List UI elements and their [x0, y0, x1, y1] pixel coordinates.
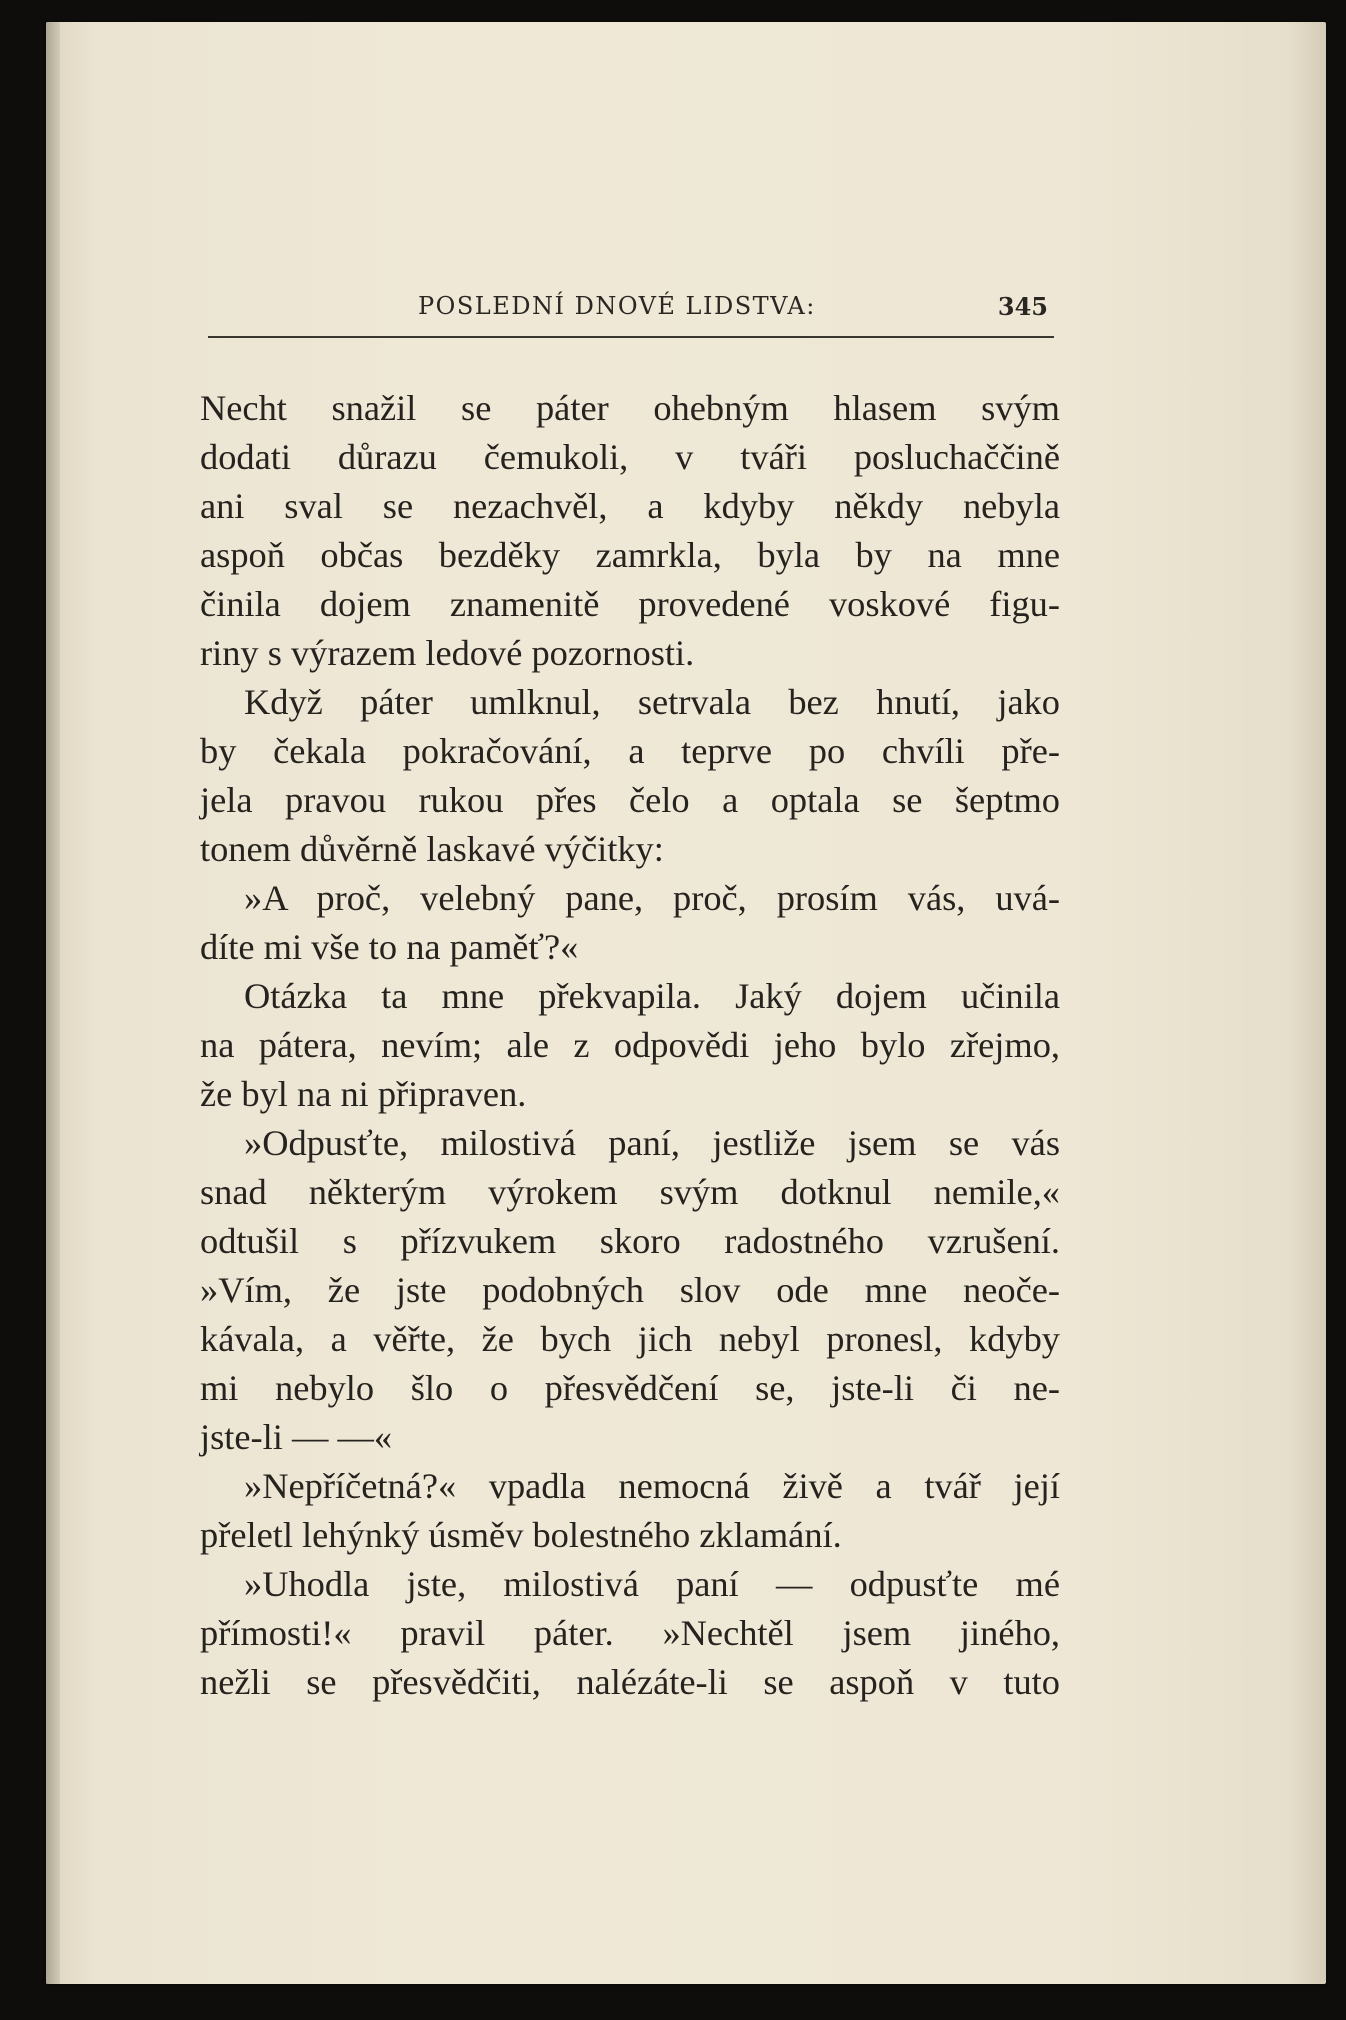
text-line: ani sval se nezachvěl, a kdyby někdy nebyla [200, 486, 1060, 526]
text-line: tonem důvěrně laskavé výčitky: [200, 829, 664, 869]
text-line: Otázka ta mne překvapila. Jaký dojem učinila [244, 976, 1060, 1016]
page-gutter-shadow [46, 22, 60, 1984]
text-line: přeletl lehýnký úsměv bolestného zklamání. [200, 1515, 842, 1555]
text-line: činila dojem znamenitě provedené voskové figu- [200, 584, 1060, 624]
text-line: jste-li — —« [200, 1417, 393, 1457]
text-line: že byl na ni připraven. [200, 1074, 527, 1114]
text-line: »A proč, velebný pane, proč, prosím vás, uvá- [244, 878, 1060, 918]
text-line: riny s výrazem ledové pozornosti. [200, 633, 695, 673]
page-header [208, 292, 1054, 338]
text-line: Když páter umlknul, setrvala bez hnutí, jako [244, 682, 1060, 722]
text-line: na pátera, nevím; ale z odpovědi jeho bylo zřejmo, [200, 1025, 1060, 1065]
text-line: jela pravou rukou přes čelo a optala se šeptmo [200, 780, 1060, 820]
text-line: dodati důrazu čemukoli, v tváři posluchaččině [200, 437, 1060, 477]
running-title: POSLEDNÍ DNOVÉ LIDSTVA: [418, 292, 816, 320]
text-line: odtušil s přízvukem skoro radostného vzrušení. [200, 1221, 1060, 1261]
body-text [200, 384, 1060, 1707]
text-line: přímosti!« pravil páter. »Nechtěl jsem jiného, [200, 1613, 1060, 1653]
text-line: by čekala pokračování, a teprve po chvíli pře- [200, 731, 1060, 771]
text-line: nežli se přesvědčiti, nalézáte-li se aspoň v tuto [200, 1662, 1060, 1702]
text-line: Necht snažil se páter ohebným hlasem svým [200, 388, 1060, 428]
page-number: 345 [997, 292, 1048, 321]
text-line: »Vím, že jste podobných slov ode mne neoče- [200, 1270, 1060, 1310]
text-line: aspoň občas bezděky zamrkla, byla by na mne [200, 535, 1060, 575]
text-line: mi nebylo šlo o přesvědčení se, jste-li či ne- [200, 1368, 1060, 1408]
text-line: »Nepříčetná?« vpadla nemocná živě a tvář její [244, 1466, 1060, 1506]
text-line: snad některým výrokem svým dotknul nemile,« [200, 1172, 1060, 1212]
text-line: díte mi vše to na paměť?« [200, 927, 579, 967]
text-line: »Uhodla jste, milostivá paní — odpusťte mé [244, 1564, 1060, 1604]
text-line: kávala, a věřte, že bych jich nebyl pronesl, kdyby [200, 1319, 1060, 1359]
text-line: »Odpusťte, milostivá paní, jestliže jsem se vás [244, 1123, 1060, 1163]
